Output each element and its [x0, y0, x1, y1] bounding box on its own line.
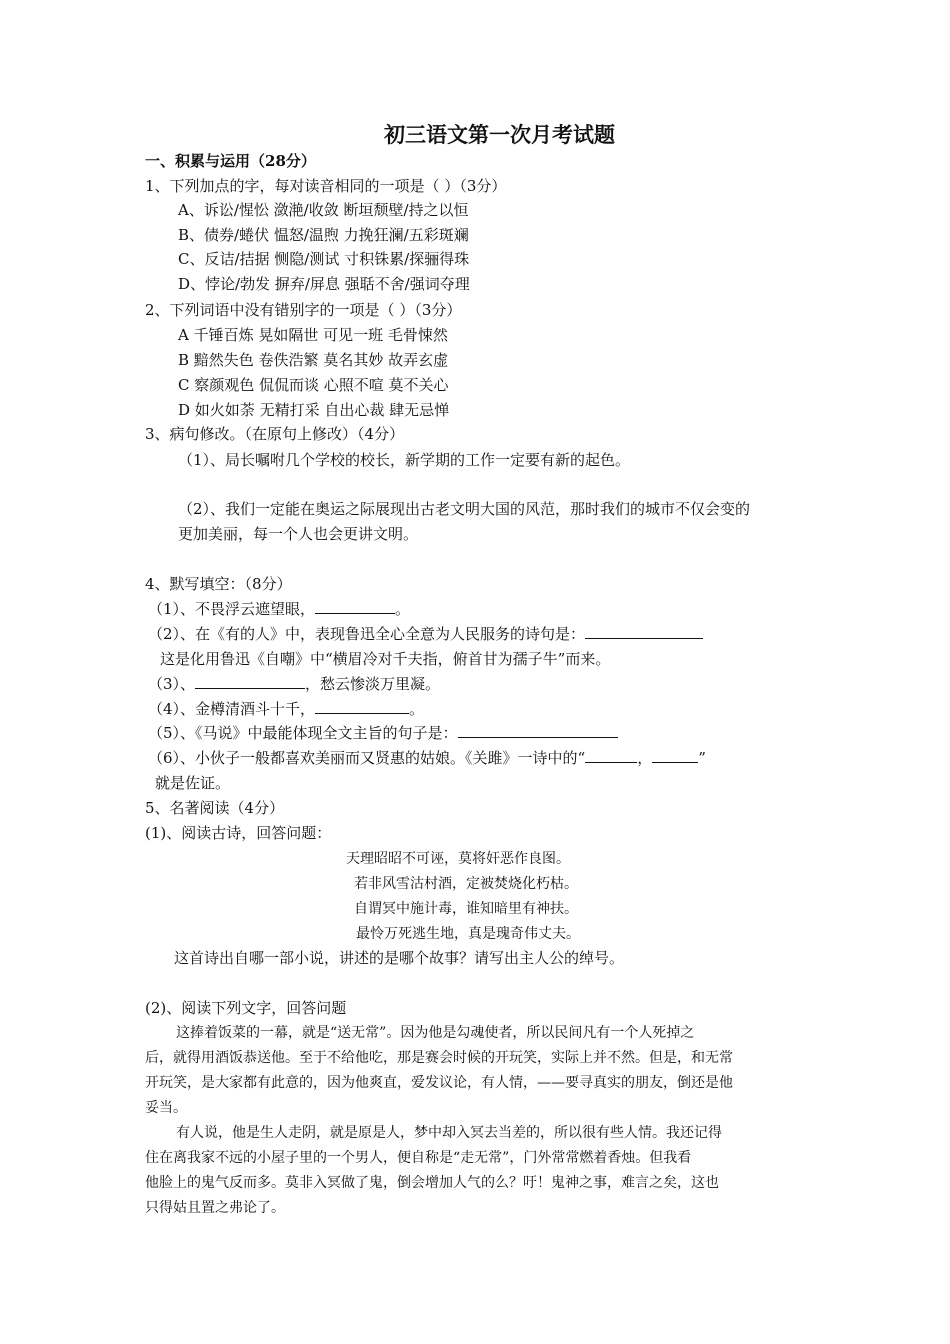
answer-blank[interactable]: [315, 599, 395, 614]
passage-line: 有人说，他是生人走阴，就是原是人，梦中却入冥去当差的，所以很有些人情。我还记得: [176, 1125, 722, 1141]
fill-item-3: [148, 673, 440, 695]
question-1-option-b: B、债券/蜷伏 愠怒/温煦 力挽狂澜/五彩斑斓: [178, 226, 469, 244]
passage-line: 后，就得用酒饭恭送他。至于不给他吃，那是赛会时候的开玩笑，实际上并不然。但是，和无常: [145, 1050, 733, 1066]
passage-line: 住在离我家不远的小屋子里的一个男人，便自称是“走无常”，门外常常燃着香烛。但我看: [145, 1150, 692, 1166]
fill-item-1-text: （1）、不畏浮云遮望眼，: [148, 600, 316, 618]
question-5-part-1: (1)、阅读古诗，回答问题：: [145, 824, 332, 842]
question-3-sentence-1: （1）、局长嘱咐几个学校的校长，新学期的工作一定要有新的起色。: [178, 451, 631, 469]
question-4-stem: 4、默写填空：（8分）: [145, 575, 292, 593]
passage-line: 开玩笑，是大家都有此意的，因为他爽直，爱发议论，有人情，——要寻真实的朋友，倒还是他: [145, 1075, 733, 1091]
answer-blank[interactable]: [652, 748, 698, 763]
poem-line: 天理昭昭不可诬，莫将奸恶作良图。: [346, 851, 570, 867]
question-1-option-d: D、悖论/勃发 摒弃/屏息 强聒不舍/强词夺理: [178, 275, 470, 293]
fill-item-2-note: 这是化用鲁迅《自嘲》中“横眉冷对千夫指，俯首甘为孺子牛”而来。: [160, 650, 611, 668]
question-3-sentence-2-cont: 更加美丽，每一个人也会更讲文明。: [178, 525, 419, 543]
question-5-stem: 5、名著阅读（4分）: [145, 799, 285, 817]
exam-title: 初三语文第一次月考试题: [384, 122, 615, 147]
passage-line: 妥当。: [145, 1100, 187, 1116]
fill-item-6-end: ”: [698, 749, 706, 767]
answer-blank[interactable]: [315, 699, 409, 714]
question-5-part-2: (2)、阅读下列文字，回答问题: [145, 999, 347, 1017]
fill-item-4: [148, 698, 424, 720]
poem-line: 若非风雪沽村酒，定被焚烧化朽枯。: [354, 876, 578, 892]
passage-line: 这捧着饭菜的一幕，就是“送无常”。因为他是勾魂使者，所以民间凡有一个人死掉之: [176, 1025, 695, 1041]
fill-item-6-cont: 就是佐证。: [155, 774, 231, 792]
fill-item-6-sep: ，: [637, 749, 653, 767]
question-2-option-a: A 千锤百炼 晃如隔世 可见一班 毛骨悚然: [178, 326, 448, 344]
fill-item-3-text: （3）、: [148, 675, 196, 693]
poem-line: 最怜万死逃生地，真是瑰奇伟丈夫。: [356, 926, 580, 942]
question-2-option-b: B 黯然失色 卷佚浩繁 莫名其妙 故弄玄虚: [178, 351, 449, 369]
poem-line: 自谓冥中施计毒，谁知暗里有神扶。: [354, 901, 578, 917]
question-2-option-d: D 如火如荼 无精打采 自出心裁 肆无忌惮: [178, 401, 450, 419]
fill-item-1-end: 。: [395, 600, 411, 618]
fill-item-2-text: （2）、在《有的人》中，表现鲁迅全心全意为人民服务的诗句是：: [148, 625, 586, 643]
fill-item-6: [148, 747, 706, 769]
answer-blank[interactable]: [195, 674, 305, 689]
question-1-option-a: A、诉讼/惺忪 潋滟/收敛 断垣颓壁/持之以恒: [178, 201, 469, 219]
fill-item-3-end: ，愁云惨淡万里凝。: [305, 675, 441, 693]
question-2-stem: 2、下列词语中没有错别字的一项是（ ）（3分）: [145, 301, 462, 319]
answer-blank[interactable]: [458, 723, 618, 738]
question-2-option-c: C 察颜观色 侃侃而谈 心照不喧 莫不关心: [178, 376, 449, 394]
question-3-sentence-2: （2）、我们一定能在奥运之际展现出古老文明大国的风范，那时我们的城市不仅会变的: [178, 500, 751, 518]
fill-item-4-text: （4）、金樽清酒斗十千，: [148, 700, 316, 718]
fill-item-5: [148, 722, 618, 744]
passage-line: 他脸上的鬼气反而多。莫非入冥做了鬼，倒会增加人气的么？吁！鬼神之事，难言之矣，这也: [145, 1175, 719, 1191]
question-3-stem: 3、病句修改。（在原句上修改）（4分）: [145, 425, 405, 443]
question-5-part-1-prompt: 这首诗出自哪一部小说，讲述的是哪个故事？请写出主人公的绰号。: [174, 949, 625, 967]
answer-blank[interactable]: [585, 624, 703, 639]
fill-item-2: [148, 623, 703, 645]
fill-item-6-text: （6）、小伙子一般都喜欢美丽而又贤惠的姑娘。《关雎》一诗中的“: [148, 749, 586, 767]
section-heading: 一、积累与运用（28分）: [145, 152, 316, 170]
fill-item-4-end: 。: [409, 700, 425, 718]
question-1-stem: 1、下列加点的字，每对读音相同的一项是（ ）（3分）: [145, 177, 507, 195]
question-1-option-c: C、反诘/拮据 恻隐/测试 寸积铢累/探骊得珠: [178, 250, 470, 268]
fill-item-5-text: （5）、《马说》中最能体现全文主旨的句子是：: [148, 724, 458, 742]
answer-blank[interactable]: [585, 748, 637, 763]
fill-item-1: [148, 598, 410, 620]
passage-line: 只得姑且置之弗论了。: [145, 1200, 285, 1216]
